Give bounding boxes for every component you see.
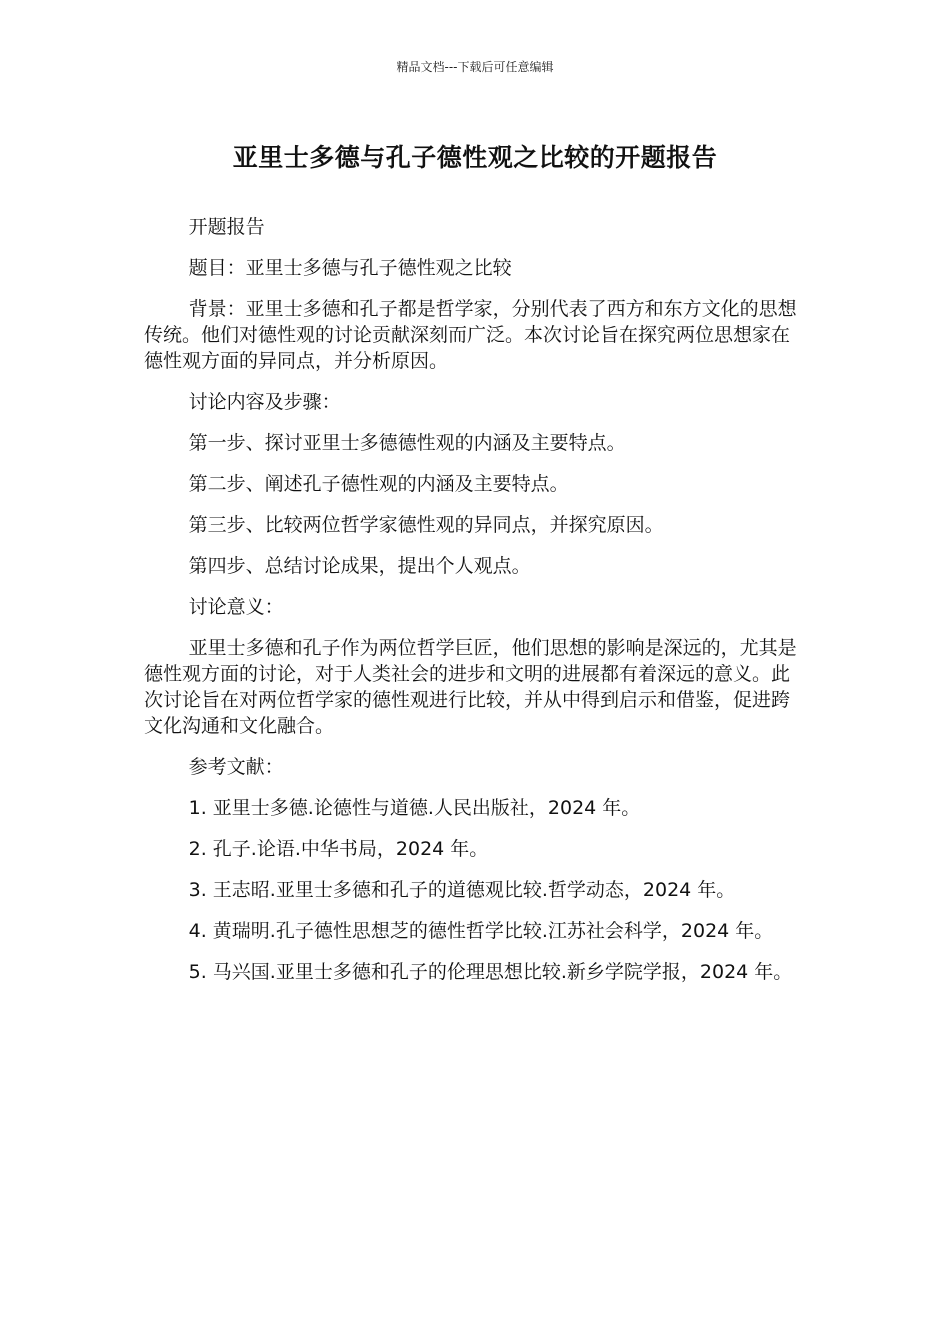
header-note: 精品文档---下载后可任意编辑 bbox=[396, 60, 554, 74]
document-title: 亚里士多德与孔子德性观之比较的开题报告 bbox=[232, 143, 718, 172]
reference-item-4: 4. 黄瑞明.孔子德性思想芝的德性哲学比较.江苏社会科学，2024 年。 bbox=[188, 920, 774, 942]
section-label-report: 开题报告 bbox=[188, 216, 265, 238]
step-three: 第三步、比较两位哲学家德性观的异同点，并探究原因。 bbox=[188, 514, 664, 536]
topic-line: 题目：亚里士多德与孔子德性观之比较 bbox=[188, 257, 512, 279]
section-label-significance: 讨论意义： bbox=[188, 596, 284, 618]
step-four: 第四步、总结讨论成果，提出个人观点。 bbox=[188, 555, 531, 577]
background-paragraph: 背景：亚里士多德和孔子都是哲学家，分别代表了西方和东方文化的思想传统。他们对德性观的讨论贡献深刻而广泛。本次讨论旨在探究两位思想家在德性观方面的异同点，并分析原因。 bbox=[144, 298, 797, 372]
step-two: 第二步、阐述孔子德性观的内涵及主要特点。 bbox=[188, 473, 569, 495]
document-body bbox=[144, 214, 804, 1000]
significance-paragraph: 亚里士多德和孔子作为两位哲学巨匠，他们思想的影响是深远的，尤其是德性观方面的讨论，对于人类社会的进步和文明的进展都有着深远的意义。此次讨论旨在对两位哲学家的德性观进行比较，并从中得到启示和借鉴，促进跨文化沟通和文化融合。 bbox=[144, 637, 797, 737]
section-label-content-steps: 讨论内容及步骤： bbox=[188, 391, 341, 413]
reference-item-3: 3. 王志昭.亚里士多德和孔子的道德观比较.哲学动态，2024 年。 bbox=[188, 879, 736, 901]
section-label-references: 参考文献： bbox=[188, 756, 284, 778]
reference-item-5: 5. 马兴国.亚里士多德和孔子的伦理思想比较.新乡学院学报，2024 年。 bbox=[188, 961, 793, 983]
reference-item-1: 1. 亚里士多德.论德性与道德.人民出版社，2024 年。 bbox=[188, 797, 641, 819]
reference-item-2: 2. 孔子.论语.中华书局，2024 年。 bbox=[188, 838, 489, 860]
step-one: 第一步、探讨亚里士多德德性观的内涵及主要特点。 bbox=[188, 432, 626, 454]
